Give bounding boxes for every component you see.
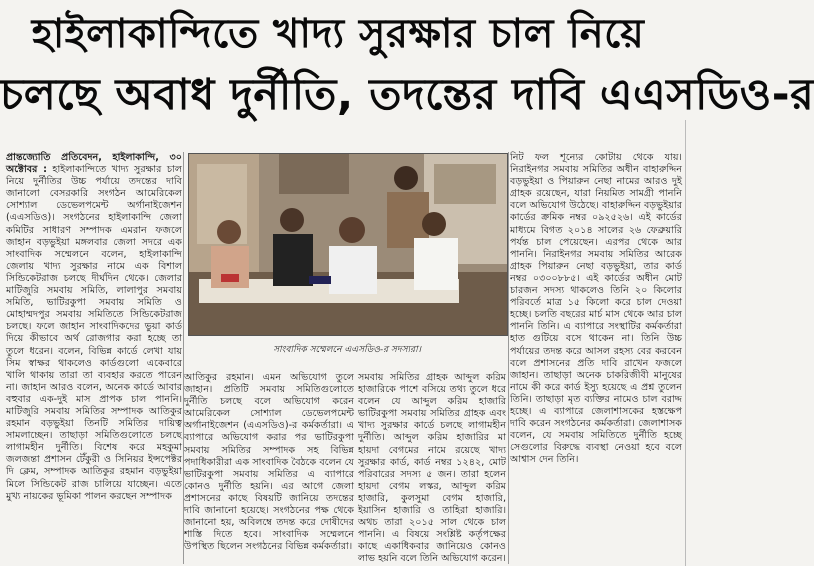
column-divider [508,152,509,564]
article-column-1 [6,152,182,564]
photo-illustration [189,154,507,335]
column-3-text: সমবায় সমিতির গ্রাহক আব্দুল করিম হাজারিকে পাশে বসিয়ে তথ্য তুলে ধরে বলেন যে আব্দুল করিম হাজারি ভাটিরকুপা সমবায় সমিতির গ্রাহক এবং খাদ্য সুরক্ষার কার্ডে চলছে লাগামহীন দুর্নীতি। আব্দুল করিম হাজারির মা হায়দা বেগমের নামে রয়েছে খাদ্য সুরক্ষার কার্ড, কার্ড নম্বর ১২৪২, মোট পরিবারের সদস্য ৫ জন। তারা হলেন হায়দা বেগম লস্কর, আব্দুল করিম হাজারি, কুলসুমা বেগম হাজারি, ইয়াসিন হাজারি ও তাহিরা হাজারি। অথচ তারা ২০১৫ সাল থেকে চাল পাননি। এ বিষয়ে সংশ্লিষ্ট কর্তৃপক্ষের কাছে একাধিকবার জানিয়েও কোনও লাভ হয়নি বলে তিনি অভিযোগ করেন। [358,372,506,565]
photo-caption: সাংবাদিক সম্মেলনে এএসডিও-র সদস্যরা। [273,345,421,355]
column-2-text: আতিকুর রহমান। এমন অভিযোগ তুলে জাহান। প্রতিটি সমবায় সমিতিগুলোতে দুর্নীতি চলছে বলে অভিযোগ করেন আমেরিকেল সোশ্যাল ডেভেলপমেন্ট অর্গানাইজেশন (এএসডিও)-র কর্মকর্তারা। এ ব্যাপারে অভিযোগ করার পর ভাটিরকুপা সমবায় সমিতির সম্পাদক সহ বিভিন্ন পদাধিকারীরা এক সাংবাদিক বৈঠকে বলেন যে ভাটিরকুপা সমবায় সমিতির এ ব্যাপারে কোনও দুর্নীতি হয়নি। এর আগে জেলা প্রশাসনের কাছে বিষয়টি জানিয়ে তদন্তের দাবি জানানো হয়েছে। সংগঠনের পক্ষ থেকে জানানো হয়, অবিলম্বে তদন্ত করে দোষীদের শাস্তি দিতে হবে। সাংবাদিক সম্মেলনে উপস্থিত ছিলেন সংগঠনের বিভিন্ন কর্মকর্তারা। [184,372,354,553]
article-column-3 [358,372,506,564]
headline-line-2: চলছে অবাধ দুর্নীতি, তদন্তের দাবি এএসডিও-র [0,70,814,120]
article-column-4 [510,152,682,564]
byline: প্রান্তজ্যোতি প্রতিবেদন, হাইলাকান্দি, ৩০ অক্টোবর : [6,152,182,176]
column-divider [183,152,184,564]
column-1-text: হাইলাকান্দিতে খাদ্য সুরক্ষার চাল নিয়ে দুর্নীতির উচ্চ পর্যায়ে তদন্তের দাবি জানালো বেসরকারি সংগঠন আমেরিকেল সোশ্যাল ডেভেলপমেন্ট অর্গানাইজেশন (এএসডিও)। সংগঠনের হাইলাকান্দি জেলা কমিটির সাধারণ সম্পাদক এমরান ফজলে জাহান বড়ভুইয়া মঙ্গলবার জেলা সদরে এক সাংবাদিক সম্মেলনে বলেন, হাইলাকান্দি জেলায় খাদ্য সুরক্ষার নামে এক বিশাল সিন্ডিকেটরাজ চলছে দীর্ঘদিন থেকে। জেলার মাটিজুরি সমবায় সমিতি, লালাপুর সমবায় সমিতি, ভাটিরকুপা সমবায় সমিতি ও মোহাম্মদপুর সমবায় সমিতিতে সিন্ডিকেটরাজ চলছে। ফলে জাহান সাংবাদিকদের ভুয়া কার্ড দিয়ে কীভাবে অর্থ রোজগার করা হচ্ছে তা তুলে ধরেন। বলেন, বিভিন্ন কার্ডে লেখা যায় সিম স্বাক্ষর থাকলেও কার্ডগুলো একেবারে খালি থাকায় তারা তা ব্যবহার করতে পারেন না। জাহান আরও বলেন, অনেক কার্ডে আবার বহুবার এক-দুই মাস প্রাপক চাল পাননি। মাটিজুরি সমবায় সমিতির সম্পাদক আতিকুর রহমান বড়ভুইয়া তিনটি সমিতির দায়িত্ব সামলাচ্ছেন। তাছাড়া সমিতিগুলোতে চলছে লাগামহীন দুর্নীতি। বিশেষ করে মহকুমা জলজন্তা প্রশাসন টেঁকুরী ও সিনিয়র ইন্সপেক্টর দি ক্লেম, সম্পাদক আতিকুর রহমান বড়ভুইয়া মিলে সিন্ডিকেট রাজ চালিয়ে যাচ্ছেন। এতে মুখ্য নায়কের ভূমিকা পালন করছেন সম্পাদক [6,164,183,502]
press-conference-photo [188,153,508,336]
headline-line-1: হাইলাকান্দিতে খাদ্য সুরক্ষার চাল নিয়ে [31,11,645,57]
column-4-text: নিট ফল শূন্যের কোটায় থেকে যায়। নিরাইনগর সমবায় সমিতির অধীন বাহারুদ্দিন বড়ভুইয়া ও পিয়ারুন নেছা নামের আরও দুই গ্রাহক রয়েছেন, যারা নিয়মিত সামগ্রী পাননি বলে অভিযোগ উঠেছে। বাহারুদ্দিন বড়ভুইয়ার কার্ডের ক্রমিক নম্বর ০৯২৫২৬। এই কার্ডের মাধ্যমে বিগত ২০১৪ সালের ২৬ ফেব্রুয়ারি পর্যন্ত চাল পেয়েছেন। এরপর থেকে আর পাননি। নিরাইনগর সমবায় সমিতির আরেক গ্রাহক পিয়ারুন নেছা বড়ভুইয়া, তার কার্ড নম্বর ০৩০০৮৮৫। এই কার্ডের অধীন মোট চারজন সদস্য থাকলেও তিনি ২০ কিলোর পরিবর্তে মাত্র ১৫ কিলো করে চাল দেওয়া হচ্ছে। চলতি বছরের মার্চ মাস থেকে আর চাল পাননি তিনি। এ ব্যাপারে সংস্থাটির কর্মকর্তারা হাত গুটিয়ে বসে থাকেন না। তিনি উচ্চ পর্যায়ের তদন্ত করে আসল রহস্য বের করবেন বলে প্রশাসনের প্রতি দাবি রাখেন ফজলে জাহান। তাছাড়া অনেক চাকরিজীবী মানুষের নামে কী করে কার্ড ইস্যু হয়েছে এ প্রশ্ন তুলেন তিনি। তাছাড়া মৃত ব্যক্তির নামেও চাল বরাদ্দ হচ্ছে। এ ব্যাপারে জেলাশাসকের হস্তক্ষেপ দাবি করেন সংগঠনের কর্মকর্তারা। জেলাশাসক বলেন, যে সমবায় সমিতিতে দুর্নীতি হচ্ছে সেগুলোর বিরুদ্ধে ব্যবস্থা নেওয়া হবে বলে আশ্বাস দেন তিনি। [510,152,682,466]
clipping-edge [685,120,686,566]
article-column-2 [184,372,354,564]
